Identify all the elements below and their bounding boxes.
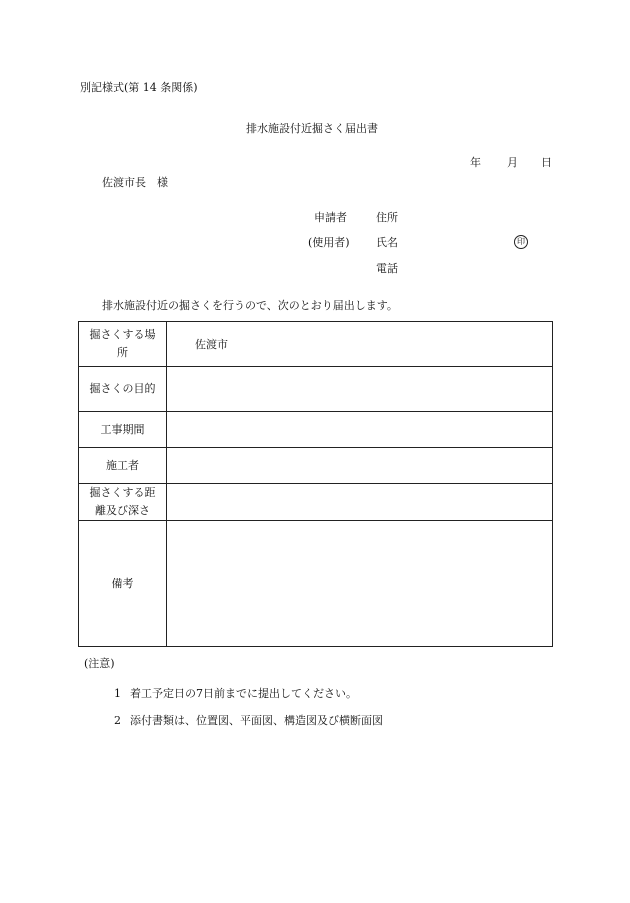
row-label-contractor: 施工者	[79, 448, 167, 484]
applicant-role-label: (使用者)	[308, 236, 350, 249]
table-row	[79, 322, 553, 367]
seal-icon: 印	[514, 235, 528, 249]
contractor-field[interactable]	[167, 448, 553, 484]
table-row	[79, 448, 553, 484]
notes-heading: (注意)	[84, 657, 115, 670]
distance-depth-field[interactable]	[167, 484, 553, 521]
table-row	[79, 367, 553, 412]
row-label-purpose: 掘さくの目的	[79, 367, 167, 412]
form-reference: 別記様式(第 14 条関係)	[80, 81, 198, 94]
table-row	[79, 412, 553, 448]
row-label-distance-depth: 掘さくする距離及び深さ	[79, 484, 167, 521]
applicant-label: 申請者	[314, 211, 347, 224]
note-number: 2	[114, 714, 121, 727]
addressee: 佐渡市長 様	[102, 176, 168, 189]
seal-mark	[514, 235, 528, 249]
note-number: 1	[114, 687, 121, 700]
notification-table	[78, 321, 553, 647]
purpose-field[interactable]	[167, 367, 553, 412]
address-label: 住所	[376, 211, 398, 224]
date-year-label: 年	[470, 156, 481, 169]
period-field[interactable]	[167, 412, 553, 448]
table-row	[79, 521, 553, 647]
name-label: 氏名	[376, 236, 398, 249]
row-label-period: 工事期間	[79, 412, 167, 448]
remarks-field[interactable]	[167, 521, 553, 647]
document-title: 排水施設付近掘さく届出書	[246, 122, 378, 135]
row-label-remarks: 備考	[79, 521, 167, 647]
note-text: 添付書類は、位置図、平面図、構造図及び横断面図	[130, 714, 383, 727]
intro-text: 排水施設付近の掘さくを行うので、次のとおり届出します。	[102, 299, 398, 312]
table-row	[79, 484, 553, 521]
note-text: 着工予定日の7日前までに提出してください。	[130, 687, 357, 700]
phone-label: 電話	[376, 262, 398, 275]
row-label-location: 掘さくする場所	[79, 322, 167, 367]
date-day-label: 日	[541, 156, 552, 169]
date-month-label: 月	[507, 156, 518, 169]
location-field[interactable]: 佐渡市	[167, 322, 553, 367]
